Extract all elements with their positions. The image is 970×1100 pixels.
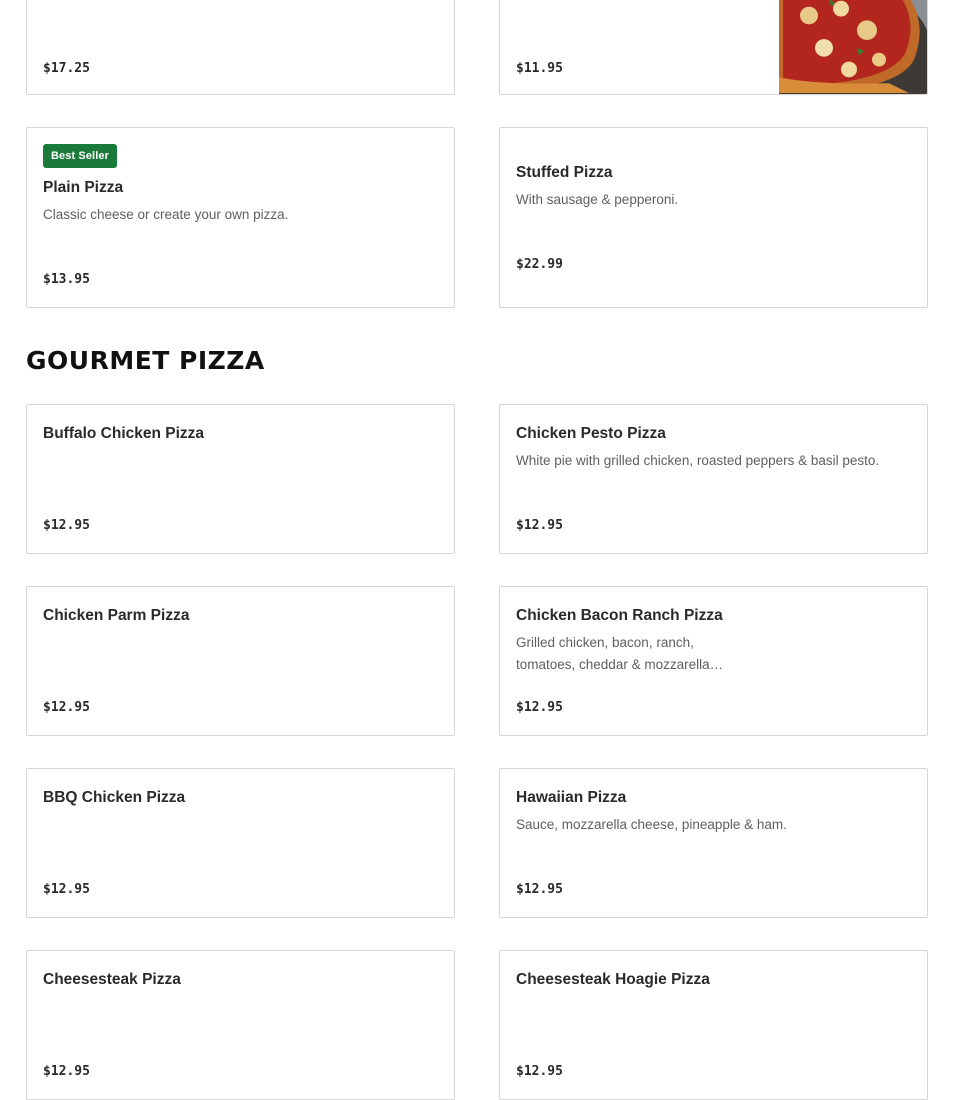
menu-item-card-bbq-chicken-pizza[interactable] xyxy=(26,768,455,918)
item-price: $12.95 xyxy=(43,1064,90,1079)
section-title-gourmet-pizza: GOURMET PIZZA xyxy=(26,346,265,375)
item-price: $11.95 xyxy=(516,61,563,76)
menu-item-card-chicken-bacon-ranch-pizza[interactable] xyxy=(499,586,928,736)
item-name: Buffalo Chicken Pizza xyxy=(43,425,205,442)
item-price: $12.95 xyxy=(43,700,90,715)
menu-item-card-plain-pizza[interactable] xyxy=(26,127,455,308)
item-name: Chicken Pesto Pizza xyxy=(516,425,666,442)
item-price: $12.95 xyxy=(516,882,563,897)
item-price: $17.25 xyxy=(43,61,90,76)
item-price: $12.95 xyxy=(43,518,90,533)
menu-item-card-cheesesteak-hoagie-pizza[interactable] xyxy=(499,950,928,1100)
menu-item-card-buffalo-chicken-pizza[interactable] xyxy=(26,404,455,554)
item-name: BBQ Chicken Pizza xyxy=(43,789,186,806)
item-price: $12.95 xyxy=(43,882,90,897)
best-seller-badge: Best Seller xyxy=(43,144,117,168)
item-price: $13.95 xyxy=(43,272,90,287)
item-name: Hawaiian Pizza xyxy=(516,789,627,806)
item-description: Grilled chicken, bacon, ranch, tomatoes, cheddar & mozzarella… xyxy=(516,635,724,672)
item-price: $12.95 xyxy=(516,700,563,715)
menu-item-card[interactable] xyxy=(26,0,455,95)
item-description: With sausage & pepperoni. xyxy=(516,192,679,207)
item-price: $22.99 xyxy=(516,257,563,272)
pizza-thumbnail-image xyxy=(779,0,927,94)
item-name: Cheesesteak Pizza xyxy=(43,971,181,988)
menu-item-card-chicken-pesto-pizza[interactable] xyxy=(499,404,928,554)
menu-item-card-cheesesteak-pizza[interactable] xyxy=(26,950,455,1100)
item-price: $12.95 xyxy=(516,1064,563,1079)
item-price: $12.95 xyxy=(516,518,563,533)
item-name: Chicken Bacon Ranch Pizza xyxy=(516,607,723,624)
item-description: Sauce, mozzarella cheese, pineapple & ham. xyxy=(516,817,787,832)
item-name: Cheesesteak Hoagie Pizza xyxy=(516,971,710,988)
menu-item-card-stuffed-pizza[interactable] xyxy=(499,127,928,308)
item-name: Stuffed Pizza xyxy=(516,164,613,181)
item-description: White pie with grilled chicken, roasted peppers & basil pesto. xyxy=(516,453,880,468)
item-name: Chicken Parm Pizza xyxy=(43,607,190,624)
menu-item-card-hawaiian-pizza[interactable] xyxy=(499,768,928,918)
menu-item-card-chicken-parm-pizza[interactable] xyxy=(26,586,455,736)
menu-item-card[interactable] xyxy=(499,0,928,95)
item-name: Plain Pizza xyxy=(43,179,124,196)
item-description: Classic cheese or create your own pizza. xyxy=(43,207,289,222)
